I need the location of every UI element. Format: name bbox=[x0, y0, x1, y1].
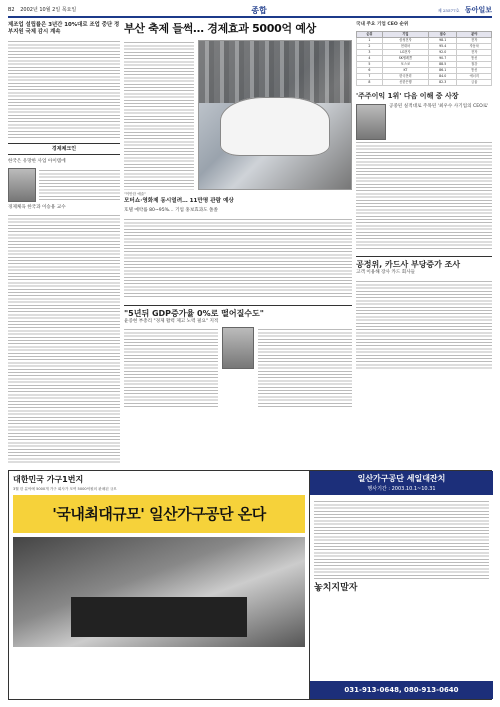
right-sub: 공중된 실적대로 주목된 '최우수 사기업의 CEO로' bbox=[389, 104, 489, 110]
table-cell: 5 bbox=[357, 61, 383, 67]
masthead bbox=[8, 4, 492, 18]
table-cell: 자동차 bbox=[457, 43, 492, 49]
left-body bbox=[8, 39, 120, 139]
left-column bbox=[8, 22, 120, 463]
table-header-cell: 점수 bbox=[428, 31, 456, 37]
left-headline: 제조업 설립률은 3년간 10%대로 조업 중단 정부지원 국제 감시 계속 bbox=[8, 22, 120, 36]
table-cell: SK텔레콤 bbox=[382, 55, 428, 61]
ad-phone[interactable]: 031-913-0648, 080-913-0640 bbox=[310, 681, 493, 699]
ad-sale-title: 일산가구공단 세일대잔치 bbox=[357, 474, 446, 483]
official-portrait bbox=[222, 327, 254, 369]
left-mug-row bbox=[8, 168, 120, 202]
table-cell: 2 bbox=[357, 43, 383, 49]
ad-photo bbox=[13, 537, 305, 647]
center-second-sub: 호텔 예약률 80~95%… 기업 홍보효과도 쏠쏠 bbox=[124, 207, 218, 213]
table-cell: 84.0 bbox=[428, 73, 456, 79]
table-cell: 86.1 bbox=[428, 67, 456, 73]
page-number: B2 bbox=[8, 6, 15, 13]
table-cell: 82.3 bbox=[428, 79, 456, 85]
ad-sale-box bbox=[310, 471, 493, 495]
right-column bbox=[356, 22, 492, 369]
table-header-cell: 기업 bbox=[382, 31, 428, 37]
issue-date: 2002년 10월 2일 목요일 bbox=[20, 6, 77, 13]
ad-lead: 3월 한 분야에 5000개 가구 회사가 모여 5000억원의 판매된 규모 bbox=[13, 487, 117, 491]
table-cell: 1 bbox=[357, 37, 383, 43]
table-cell: 92.0 bbox=[428, 49, 456, 55]
table-cell: LG전자 bbox=[382, 49, 428, 55]
table-cell: 3 bbox=[357, 49, 383, 55]
ad-slogan-band bbox=[13, 495, 305, 533]
table-cell: 98.1 bbox=[428, 37, 456, 43]
table-cell: 통신 bbox=[457, 55, 492, 61]
table-cell: 8 bbox=[357, 79, 383, 85]
section-title: 종합 bbox=[251, 5, 267, 15]
table-cell: 신한은행 bbox=[382, 79, 428, 85]
table-cell: 한국전력 bbox=[382, 73, 428, 79]
center-bottom-sub: 윤증현 부총리 "경제 활력 제고 노력 필요" 지적 bbox=[124, 318, 219, 324]
table-cell: 금융 bbox=[457, 79, 492, 85]
center-column bbox=[124, 22, 352, 407]
table-cell: 철강 bbox=[457, 61, 492, 67]
center-body bbox=[124, 217, 352, 297]
ad-brand: 대한민국 가구1번지 bbox=[13, 475, 84, 484]
left-body-2 bbox=[8, 213, 120, 463]
ad-sale-date: 행사기간 : 2003.10.1~10.31 bbox=[367, 486, 436, 492]
furniture-ad bbox=[8, 470, 492, 700]
center-main-title: 부산 축제 들썩… 경제효과 5000억 예상 bbox=[124, 22, 317, 35]
table-cell: 포스코 bbox=[382, 61, 428, 67]
center-second-headline: 모터쇼·영화제 동시열려… 11만명 관람 예상 bbox=[124, 198, 234, 205]
table-cell: 전자 bbox=[457, 37, 492, 43]
table-cell: 7 bbox=[357, 73, 383, 79]
table-header-cell: 순위 bbox=[357, 31, 383, 37]
portrait-photo bbox=[8, 168, 36, 202]
motor-show-photo bbox=[198, 40, 352, 190]
photo-caption: "이만한 예술" bbox=[124, 191, 146, 196]
ad-left bbox=[9, 471, 309, 699]
table-cell: 현대차 bbox=[382, 43, 428, 49]
center-photo-block bbox=[124, 40, 352, 190]
ad-note: 놓치지말자 bbox=[314, 583, 358, 594]
table-row bbox=[357, 79, 492, 85]
table-cell: 95.4 bbox=[428, 43, 456, 49]
left-box-title: 경제체크인 bbox=[8, 143, 120, 155]
masthead-left bbox=[8, 7, 80, 13]
center-bottom-title: "5년뒤 GDP증가율 0%로 떨어질수도" bbox=[124, 305, 352, 319]
table-cell: KT bbox=[382, 67, 428, 73]
paper-name: 제 25577호 동아일보 bbox=[437, 4, 492, 14]
table-cell: 통신 bbox=[457, 67, 492, 73]
ad-slogan: '국내최대규모' 일산가구공단 온다 bbox=[52, 505, 266, 524]
table-title: 국내 주요 기업 CEO 순위 bbox=[356, 22, 409, 27]
right-bottom-headline: 공정위, 카드사 부당증가 조사 bbox=[356, 256, 492, 270]
issue-number: 제 25577호 bbox=[437, 7, 460, 13]
left-box-sub: 한국은 유망한 사업 아이템에 bbox=[8, 158, 66, 164]
left-sub1: 경제체육 한국과 이승용 교수 bbox=[8, 204, 66, 210]
right-headline: '주주이익 1위' 다음 이해 중 사장 bbox=[356, 91, 459, 100]
table-cell: 삼성전자 bbox=[382, 37, 428, 43]
table-cell: 전자 bbox=[457, 49, 492, 55]
ad-right bbox=[309, 471, 493, 699]
table-cell: 에너지 bbox=[457, 73, 492, 79]
table-cell: 90.7 bbox=[428, 55, 456, 61]
right-bottom-sub: 고객 이용해 장사 카드 회사들 bbox=[356, 270, 416, 276]
table-header-cell: 분야 bbox=[457, 31, 492, 37]
table-cell: 6 bbox=[357, 67, 383, 73]
ceo-rank-table bbox=[356, 31, 492, 86]
ceo-portrait bbox=[356, 104, 386, 140]
table-cell: 88.5 bbox=[428, 61, 456, 67]
table-cell: 4 bbox=[357, 55, 383, 61]
